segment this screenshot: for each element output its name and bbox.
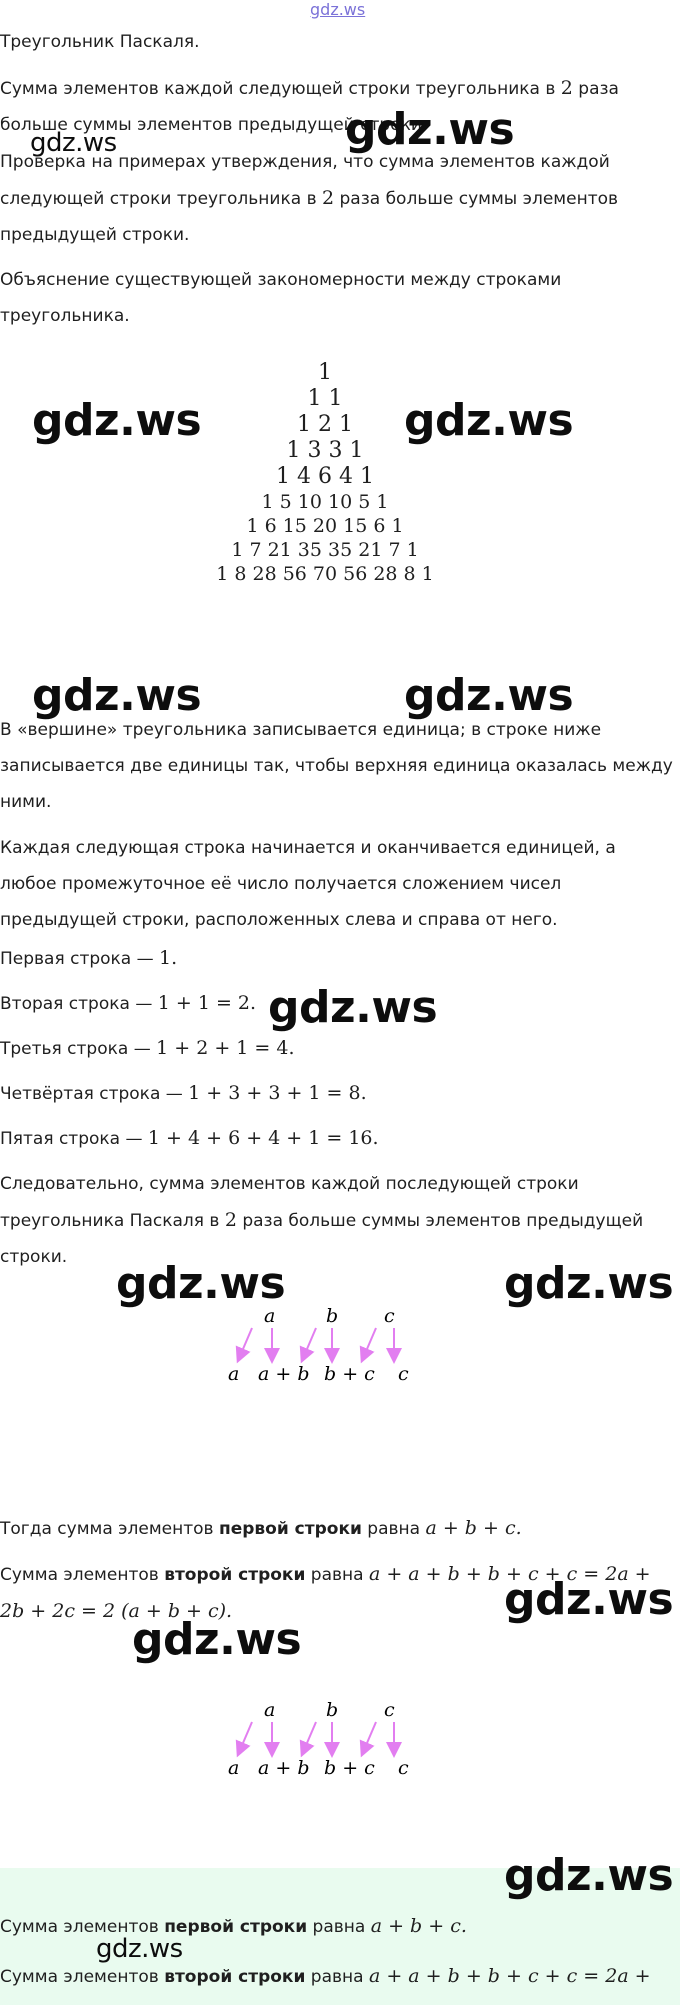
diag2-bottom-c: c [398,1757,409,1779]
pascal-row: 1 8 28 56 70 56 28 8 1 [216,563,434,585]
diag2-top-c: c [384,1699,395,1721]
watermark: gdz.ws [30,128,117,158]
diag1-top-a: a [264,1305,276,1327]
row3-sum: Третья строка — 1 + 2 + 1 = 4. [0,1037,295,1059]
watermark: gdz.ws [32,395,202,446]
diag2-bottom-bc: b + c [324,1757,375,1779]
pascal-row: 1 1 [307,386,343,411]
explanation-p2: Каждая следующая строка начинается и оканчивается единицей, а любое промежуточное её число получается сложением чисел предыдущей строки, расположенных слева и справа от него. [0,838,616,930]
pascal-row: 1 3 3 1 [286,438,364,463]
pascal-row: 1 6 15 20 15 6 1 [246,515,404,537]
sum-second-row: Сумма элементов второй строки равна a + a + b + b + c + c = 2a + 2b + 2c = 2 (a + b + c). [0,1563,651,1622]
diag2-top-a: a [264,1699,276,1721]
watermark: gdz.ws [32,670,202,721]
diag1-bottom-c: c [398,1363,409,1385]
explanation-p1: В «вершине» треугольника записывается единица; в строке ниже записывается две единицы так, чтобы верхняя единица оказалась между ними. [0,720,673,812]
task-explain: Объяснение существующей закономерности между строками треугольника. [0,270,562,326]
highlight-sum-second: Сумма элементов второй строки равна a + a + b + b + c + c = 2a + [0,1965,651,1987]
diag2-arrow [240,1722,252,1750]
diag2-bottom-a: a [228,1757,240,1779]
row1-sum: Первая строка — 1. [0,947,178,969]
task-statement: Сумма элементов каждой следующей строки треугольника в 2 раза больше суммы элементов предыдущей строки. [0,77,619,135]
pascal-row: 1 2 1 [297,412,353,437]
addition-diagram-1 [220,1296,420,1406]
addition-diagram-2 [220,1690,420,1800]
diag2-bottom-ab: a + b [258,1757,310,1779]
highlight-sum-first: Сумма элементов первой строки равна a + b + c. [0,1915,467,1937]
conclusion: Следовательно, сумма элементов каждой последующей строки треугольника Паскаля в 2 раза больше суммы элементов предыдущей строки. [0,1174,644,1267]
pascal-row: 1 7 21 35 35 21 7 1 [231,539,419,561]
diag1-bottom-ab: a + b [258,1363,310,1385]
watermark: gdz.ws [404,395,574,446]
pascal-row: 1 [318,360,332,385]
watermark: gdz.ws [268,982,438,1033]
diag2-arrow [304,1722,316,1750]
watermark: gdz.ws [345,104,515,155]
row2-sum: Вторая строка — 1 + 1 = 2. [0,992,257,1014]
watermark: gdz.ws [504,1850,674,1901]
diag1-top-c: c [384,1305,395,1327]
diag1-bottom-bc: b + c [324,1363,375,1385]
sum-first-row: Тогда сумма элементов первой строки равна a + b + c. [0,1517,522,1539]
pascal-row: 1 4 6 4 1 [276,464,374,489]
diag2-top-b: b [326,1699,339,1721]
watermark: gdz.ws [116,1258,286,1309]
watermark: gdz.ws [132,1614,302,1665]
task-title: Треугольник Паскаля. [0,32,200,52]
diag2-arrow [364,1722,376,1750]
diag1-bottom-a: a [228,1363,240,1385]
task-check: Проверка на примерах утверждения, что сумма элементов каждой следующей строки треугольника в 2 раза больше суммы элементов предыдущей строки. [0,152,619,245]
pascal-triangle [0,360,650,586]
watermark: gdz.ws [504,1574,674,1625]
site-link[interactable]: gdz.ws [310,0,366,19]
diag1-arrow [240,1328,252,1356]
watermark: gdz.ws [96,1934,183,1964]
diag1-arrow [304,1328,316,1356]
pascal-row: 1 5 10 10 5 1 [261,491,389,513]
watermark: gdz.ws [504,1258,674,1309]
row5-sum: Пятая строка — 1 + 4 + 6 + 4 + 1 = 16. [0,1127,379,1149]
watermark: gdz.ws [404,670,574,721]
row4-sum: Четвёртая строка — 1 + 3 + 3 + 1 = 8. [0,1082,367,1104]
diag1-arrow [364,1328,376,1356]
diag1-top-b: b [326,1305,339,1327]
